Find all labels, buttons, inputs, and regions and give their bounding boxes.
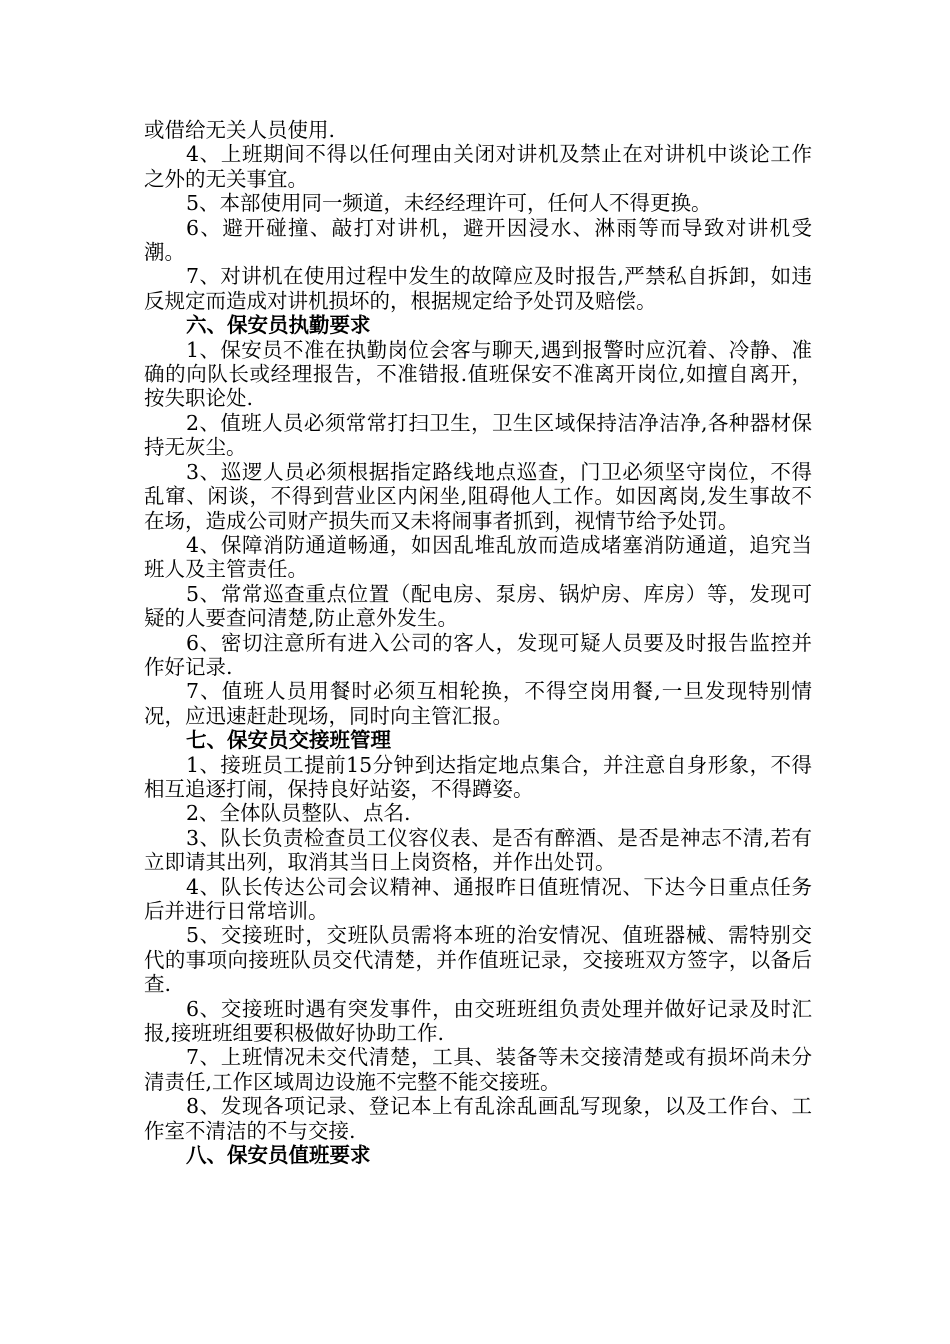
list-item: 5、常常巡查重点位置（配电房、泵房、锅炉房、库房）等，发现可疑的人要查问清楚,防止意外发生。	[144, 581, 812, 631]
list-item: 5、交接班时，交班队员需将本班的治安情况、值班器械、需特别交代的事项向接班队员交代清楚，并作值班记录，交接班双方签字，以备后查.	[144, 923, 812, 997]
list-item: 2、全体队员整队、点名.	[186, 801, 411, 826]
section-heading: 八、保安员值班要求	[186, 1143, 371, 1168]
list-item: 6、密切注意所有进入公司的客人，发现可疑人员要及时报告监控并作好记录.	[144, 630, 812, 679]
section-heading: 七、保安员交接班管理	[186, 728, 391, 753]
paragraph: 或借给无关人员使用.	[144, 118, 336, 142]
list-item: 7、值班人员用餐时必须互相轮换，不得空岗用餐,一旦发现特别情况，应迅速赶赴现场，同时向主管汇报。	[144, 679, 812, 728]
document-page	[144, 118, 812, 1167]
list-item: 7、上班情况未交代清楚，工具、装备等未交接清楚或有损坏尚未分清责任,工作区域周边设施不完整不能交接班。	[144, 1045, 812, 1094]
list-item: 5、本部使用同一频道，未经经理许可，任何人不得更换。	[186, 191, 712, 216]
list-item: 3、队长负责检查员工仪容仪表、是否有醉酒、是否是神志不清,若有立即请其出列，取消其当日上岗资格，并作出处罚。	[144, 825, 812, 875]
list-item: 3、巡逻人员必须根据指定路线地点巡查，门卫必须坚守岗位，不得乱窜、闲谈，不得到营业区内闲坐,阻碍他人工作。如因离岗,发生事故不在场，造成公司财产损失而又未将闹事者抓到，视情节给予处罚。	[144, 459, 812, 533]
section-heading: 六、保安员执勤要求	[186, 313, 371, 338]
list-item: 1、接班员工提前15分钟到达指定地点集合，并注意自身形象，不得相互追逐打闹，保持良好站姿，不得蹲姿。	[144, 752, 812, 801]
list-item: 4、队长传达公司会议精神、通报昨日值班情况、下达今日重点任务后并进行日常培训。	[144, 874, 812, 923]
list-item: 8、发现各项记录、登记本上有乱涂乱画乱写现象，以及工作台、工作室不清洁的不与交接.	[144, 1094, 812, 1143]
list-item: 4、保障消防通道畅通，如因乱堆乱放而造成堵塞消防通道，追究当班人及主管责任。	[144, 532, 812, 582]
list-item: 7、对讲机在使用过程中发生的故障应及时报告,严禁私自拆卸，如违反规定而造成对讲机损坏的，根据规定给予处罚及赔偿。	[144, 264, 812, 313]
list-item: 6、交接班时遇有突发事件，由交班班组负责处理并做好记录及时汇报,接班班组要积极做好协助工作.	[144, 996, 812, 1046]
list-item: 2、值班人员必须常常打扫卫生，卫生区域保持洁净洁净,各种器材保持无灰尘。	[144, 410, 812, 460]
list-item: 4、上班期间不得以任何理由关闭对讲机及禁止在对讲机中谈论工作之外的无关事宜。	[144, 142, 812, 191]
list-item: 1、保安员不准在执勤岗位会客与聊天,遇到报警时应沉着、冷静、准确的向队长或经理报告，不准错报.值班保安不准离开岗位,如擅自离开，按失职论处.	[144, 337, 812, 411]
list-item: 6、避开碰撞、敲打对讲机，避开因浸水、淋雨等而导致对讲机受潮。	[144, 215, 812, 265]
